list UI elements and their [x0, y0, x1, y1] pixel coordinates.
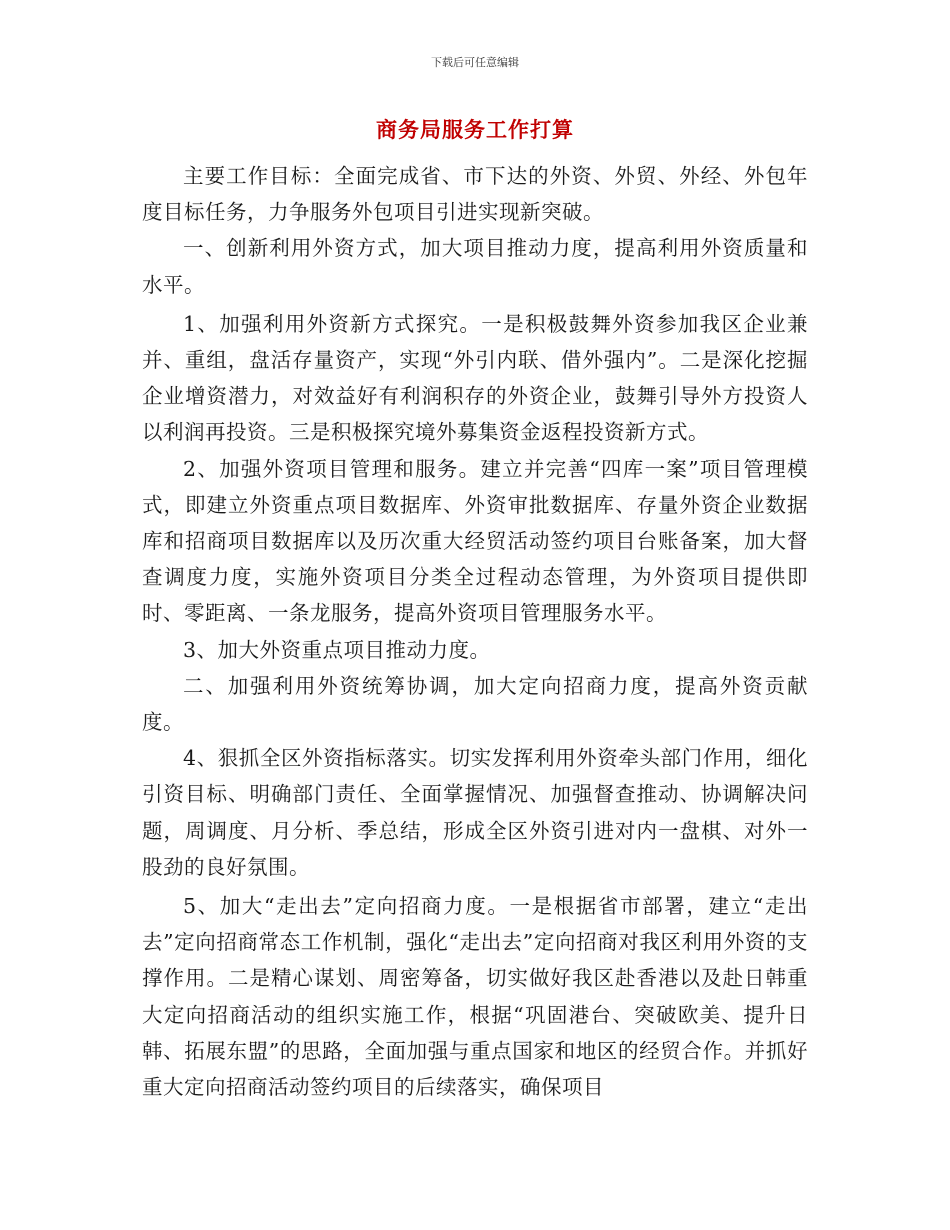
paragraph-section-1-heading: 一、创新利用外资方式，加大项目推动力度，提高利用外资质量和水平。 [142, 236, 808, 297]
paragraph-section-2-heading: 二、加强利用外资统筹协调，加大定向招商力度，提高外资贡献度。 [142, 673, 808, 735]
paragraph-item-3: 3、加大外资重点项目推动力度。 [183, 637, 491, 662]
paragraph-main-goal: 主要工作目标：全面完成省、市下达的外资、外贸、外经、外包年度目标任务，力争服务外包项目引进实现新突破。 [142, 164, 808, 225]
document-body [142, 158, 808, 1105]
paragraph-item-2: 2、加强外资项目管理和服务。建立并完善“四库一案”项目管理模式，即建立外资重点项目数据库、外资审批数据库、存量外资企业数据库和招商项目数据库以及历次重大经贸活动签约项目台账备案，加大督查调度力度，实施外资项目分类全过程动态管理，为外资项目提供即时、零距离、一条龙服务，提高外资项目管理服务水平。 [142, 456, 808, 626]
paragraph-item-1: 1、加强利用外资新方式探究。一是积极鼓舞外资参加我区企业兼并、重组，盘活存量资产，实现“外引内联、借外强内”。二是深化挖掘企业增资潜力，对效益好有利润积存的外资企业，鼓舞引导外方投资人以利润再投资。三是积极探究境外募集资金返程投资新方式。 [142, 311, 808, 445]
paragraph-item-5: 5、加大“走出去”定向招商力度。一是根据省市部署，建立“走出去”定向招商常态工作机制，强化“走出去”定向招商对我区利用外资的支撑作用。二是精心谋划、周密筹备，切实做好我区赴香港以及赴日韩重大定向招商活动的组织实施工作，根据“巩固港台、突破欧美、提升日韩、拓展东盟”的思路，全面加强与重点国家和地区的经贸合作。并抓好重大定向招商活动签约项目的后续落实，确保项目 [142, 894, 808, 1100]
document-title: 商务局服务工作打算 [376, 117, 574, 142]
paragraph-item-4: 4、狠抓全区外资指标落实。切实发挥利用外资牵头部门作用，细化引资目标、明确部门责任、全面掌握情况、加强督查推动、协调解决问题，周调度、月分析、季总结，形成全区外资引进对内一盘棋、对外一股劲的良好氛围。 [142, 746, 808, 879]
header-note: 下载后可任意编辑 [431, 56, 519, 69]
